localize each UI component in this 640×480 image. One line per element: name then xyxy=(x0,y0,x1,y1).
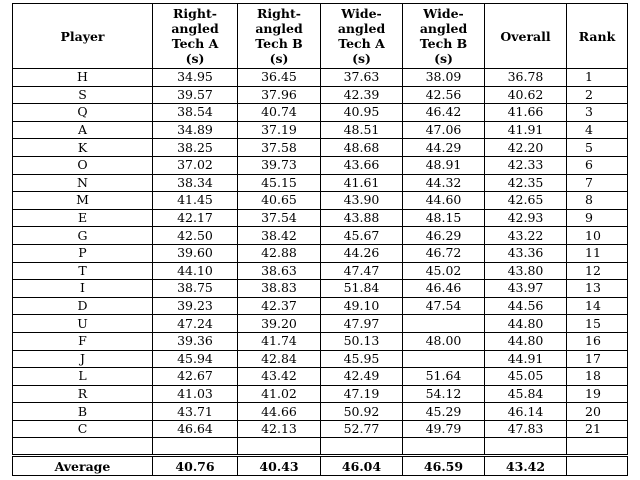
table-row xyxy=(13,350,628,368)
player-cell: S xyxy=(13,86,153,104)
rank-cell: 20 xyxy=(567,403,628,421)
player-cell: A xyxy=(13,121,153,139)
player-cell: T xyxy=(13,262,153,280)
player-cell: J xyxy=(13,350,153,368)
right-angled-b-cell: 42.13 xyxy=(238,420,321,438)
overall-cell: 44.80 xyxy=(485,332,567,350)
header-right-angled-tech-a: Right- angled Tech A (s) xyxy=(153,4,238,69)
wide-angled-a-cell: 48.51 xyxy=(321,121,403,139)
right-angled-a-cell: 42.50 xyxy=(153,227,238,245)
right-angled-b-cell: 43.42 xyxy=(238,368,321,386)
right-angled-a-cell: 37.02 xyxy=(153,156,238,174)
rank-cell: 21 xyxy=(567,420,628,438)
wide-angled-b-cell: 48.15 xyxy=(403,209,485,227)
wide-angled-b-cell: 45.02 xyxy=(403,262,485,280)
overall-cell: 47.83 xyxy=(485,420,567,438)
average-wide-b: 46.59 xyxy=(403,456,485,476)
average-overall: 43.42 xyxy=(485,456,567,476)
right-angled-b-cell: 37.96 xyxy=(238,86,321,104)
overall-cell: 42.20 xyxy=(485,139,567,157)
player-cell: L xyxy=(13,368,153,386)
wide-angled-a-cell: 43.88 xyxy=(321,209,403,227)
blank-row xyxy=(13,438,628,456)
wide-angled-b-cell xyxy=(403,315,485,333)
overall-cell: 43.36 xyxy=(485,244,567,262)
player-cell: I xyxy=(13,280,153,298)
average-rank xyxy=(567,456,628,476)
wide-angled-a-cell: 50.13 xyxy=(321,332,403,350)
right-angled-a-cell: 34.95 xyxy=(153,69,238,87)
overall-cell: 43.97 xyxy=(485,280,567,298)
overall-cell: 40.62 xyxy=(485,86,567,104)
header-player: Player xyxy=(13,4,153,69)
wide-angled-a-cell: 40.95 xyxy=(321,104,403,122)
overall-cell: 42.33 xyxy=(485,156,567,174)
rank-cell: 7 xyxy=(567,174,628,192)
rank-cell: 2 xyxy=(567,86,628,104)
table-row xyxy=(13,121,628,139)
table-row xyxy=(13,368,628,386)
rank-cell: 3 xyxy=(567,104,628,122)
average-label: Average xyxy=(13,456,153,476)
header-wide-angled-tech-b: Wide- angled Tech B (s) xyxy=(403,4,485,69)
overall-cell: 41.91 xyxy=(485,121,567,139)
player-cell: R xyxy=(13,385,153,403)
wide-angled-b-cell: 46.42 xyxy=(403,104,485,122)
player-cell: F xyxy=(13,332,153,350)
player-cell: D xyxy=(13,297,153,315)
wide-angled-b-cell xyxy=(403,350,485,368)
right-angled-b-cell: 41.74 xyxy=(238,332,321,350)
rank-cell: 9 xyxy=(567,209,628,227)
table-row xyxy=(13,315,628,333)
wide-angled-a-cell: 45.95 xyxy=(321,350,403,368)
wide-angled-b-cell: 38.09 xyxy=(403,69,485,87)
player-cell: C xyxy=(13,420,153,438)
wide-angled-a-cell: 50.92 xyxy=(321,403,403,421)
header-right-angled-tech-b: Right- angled Tech B (s) xyxy=(238,4,321,69)
wide-angled-b-cell: 44.29 xyxy=(403,139,485,157)
right-angled-b-cell: 44.66 xyxy=(238,403,321,421)
player-cell: G xyxy=(13,227,153,245)
rank-cell: 15 xyxy=(567,315,628,333)
right-angled-a-cell: 39.23 xyxy=(153,297,238,315)
player-cell: E xyxy=(13,209,153,227)
right-angled-a-cell: 46.64 xyxy=(153,420,238,438)
overall-cell: 45.84 xyxy=(485,385,567,403)
wide-angled-b-cell: 46.46 xyxy=(403,280,485,298)
right-angled-a-cell: 43.71 xyxy=(153,403,238,421)
right-angled-a-cell: 47.24 xyxy=(153,315,238,333)
overall-cell: 36.78 xyxy=(485,69,567,87)
wide-angled-a-cell: 43.66 xyxy=(321,156,403,174)
right-angled-b-cell: 37.54 xyxy=(238,209,321,227)
wide-angled-b-cell: 46.29 xyxy=(403,227,485,245)
rank-cell: 8 xyxy=(567,192,628,210)
rank-cell: 14 xyxy=(567,297,628,315)
header-overall: Overall xyxy=(485,4,567,69)
right-angled-b-cell: 36.45 xyxy=(238,69,321,87)
table-row xyxy=(13,244,628,262)
right-angled-a-cell: 38.25 xyxy=(153,139,238,157)
rank-cell: 1 xyxy=(567,69,628,87)
right-angled-a-cell: 39.57 xyxy=(153,86,238,104)
wide-angled-a-cell: 43.90 xyxy=(321,192,403,210)
wide-angled-a-cell: 52.77 xyxy=(321,420,403,438)
right-angled-b-cell: 41.02 xyxy=(238,385,321,403)
wide-angled-b-cell: 47.54 xyxy=(403,297,485,315)
right-angled-a-cell: 38.75 xyxy=(153,280,238,298)
right-angled-a-cell: 41.03 xyxy=(153,385,238,403)
wide-angled-b-cell: 48.91 xyxy=(403,156,485,174)
player-cell: U xyxy=(13,315,153,333)
results-table xyxy=(12,3,628,476)
player-cell: N xyxy=(13,174,153,192)
player-cell: O xyxy=(13,156,153,174)
wide-angled-a-cell: 47.47 xyxy=(321,262,403,280)
wide-angled-a-cell: 41.61 xyxy=(321,174,403,192)
player-cell: K xyxy=(13,139,153,157)
right-angled-b-cell: 45.15 xyxy=(238,174,321,192)
table-row xyxy=(13,209,628,227)
right-angled-b-cell: 42.37 xyxy=(238,297,321,315)
right-angled-b-cell: 39.73 xyxy=(238,156,321,174)
wide-angled-b-cell: 46.72 xyxy=(403,244,485,262)
table-row xyxy=(13,403,628,421)
right-angled-b-cell: 38.83 xyxy=(238,280,321,298)
overall-cell: 44.56 xyxy=(485,297,567,315)
wide-angled-a-cell: 49.10 xyxy=(321,297,403,315)
wide-angled-b-cell: 48.00 xyxy=(403,332,485,350)
table-row xyxy=(13,69,628,87)
player-cell: P xyxy=(13,244,153,262)
right-angled-b-cell: 40.65 xyxy=(238,192,321,210)
header-rank: Rank xyxy=(567,4,628,69)
wide-angled-a-cell: 44.26 xyxy=(321,244,403,262)
rank-cell: 12 xyxy=(567,262,628,280)
right-angled-a-cell: 38.54 xyxy=(153,104,238,122)
overall-cell: 42.93 xyxy=(485,209,567,227)
right-angled-b-cell: 42.84 xyxy=(238,350,321,368)
table-row xyxy=(13,192,628,210)
wide-angled-b-cell: 51.64 xyxy=(403,368,485,386)
average-row xyxy=(13,456,628,476)
table-row xyxy=(13,227,628,245)
right-angled-a-cell: 45.94 xyxy=(153,350,238,368)
right-angled-a-cell: 39.60 xyxy=(153,244,238,262)
overall-cell: 44.91 xyxy=(485,350,567,368)
rank-cell: 19 xyxy=(567,385,628,403)
overall-cell: 45.05 xyxy=(485,368,567,386)
table-row xyxy=(13,297,628,315)
right-angled-b-cell: 38.42 xyxy=(238,227,321,245)
wide-angled-b-cell: 54.12 xyxy=(403,385,485,403)
table-row xyxy=(13,262,628,280)
wide-angled-a-cell: 42.49 xyxy=(321,368,403,386)
player-cell: H xyxy=(13,69,153,87)
wide-angled-b-cell: 47.06 xyxy=(403,121,485,139)
rank-cell: 6 xyxy=(567,156,628,174)
wide-angled-b-cell: 49.79 xyxy=(403,420,485,438)
player-cell: B xyxy=(13,403,153,421)
table-body xyxy=(13,69,628,456)
right-angled-a-cell: 39.36 xyxy=(153,332,238,350)
right-angled-b-cell: 37.19 xyxy=(238,121,321,139)
right-angled-a-cell: 42.67 xyxy=(153,368,238,386)
average-right-b: 40.43 xyxy=(238,456,321,476)
header-wide-angled-tech-a: Wide- angled Tech A (s) xyxy=(321,4,403,69)
table-row xyxy=(13,156,628,174)
wide-angled-b-cell: 44.32 xyxy=(403,174,485,192)
overall-cell: 43.22 xyxy=(485,227,567,245)
player-cell: Q xyxy=(13,104,153,122)
overall-cell: 46.14 xyxy=(485,403,567,421)
right-angled-a-cell: 44.10 xyxy=(153,262,238,280)
rank-cell: 11 xyxy=(567,244,628,262)
right-angled-a-cell: 34.89 xyxy=(153,121,238,139)
right-angled-a-cell: 41.45 xyxy=(153,192,238,210)
wide-angled-b-cell: 42.56 xyxy=(403,86,485,104)
rank-cell: 16 xyxy=(567,332,628,350)
overall-cell: 41.66 xyxy=(485,104,567,122)
right-angled-b-cell: 37.58 xyxy=(238,139,321,157)
overall-cell: 43.80 xyxy=(485,262,567,280)
wide-angled-a-cell: 48.68 xyxy=(321,139,403,157)
average-wide-a: 46.04 xyxy=(321,456,403,476)
right-angled-b-cell: 38.63 xyxy=(238,262,321,280)
wide-angled-a-cell: 51.84 xyxy=(321,280,403,298)
table-row xyxy=(13,332,628,350)
overall-cell: 42.35 xyxy=(485,174,567,192)
header-row xyxy=(13,4,628,69)
table-row xyxy=(13,174,628,192)
right-angled-b-cell: 42.88 xyxy=(238,244,321,262)
table-row xyxy=(13,104,628,122)
overall-cell: 44.80 xyxy=(485,315,567,333)
right-angled-b-cell: 40.74 xyxy=(238,104,321,122)
rank-cell: 18 xyxy=(567,368,628,386)
wide-angled-b-cell: 45.29 xyxy=(403,403,485,421)
rank-cell: 10 xyxy=(567,227,628,245)
rank-cell: 13 xyxy=(567,280,628,298)
rank-cell: 4 xyxy=(567,121,628,139)
player-cell: M xyxy=(13,192,153,210)
wide-angled-a-cell: 37.63 xyxy=(321,69,403,87)
overall-cell: 42.65 xyxy=(485,192,567,210)
table-row xyxy=(13,385,628,403)
rank-cell: 17 xyxy=(567,350,628,368)
rank-cell: 5 xyxy=(567,139,628,157)
right-angled-a-cell: 38.34 xyxy=(153,174,238,192)
right-angled-a-cell: 42.17 xyxy=(153,209,238,227)
right-angled-b-cell: 39.20 xyxy=(238,315,321,333)
table-row xyxy=(13,139,628,157)
wide-angled-a-cell: 47.97 xyxy=(321,315,403,333)
wide-angled-b-cell: 44.60 xyxy=(403,192,485,210)
wide-angled-a-cell: 47.19 xyxy=(321,385,403,403)
table-row xyxy=(13,420,628,438)
average-right-a: 40.76 xyxy=(153,456,238,476)
table-row xyxy=(13,280,628,298)
table-row xyxy=(13,86,628,104)
wide-angled-a-cell: 42.39 xyxy=(321,86,403,104)
wide-angled-a-cell: 45.67 xyxy=(321,227,403,245)
